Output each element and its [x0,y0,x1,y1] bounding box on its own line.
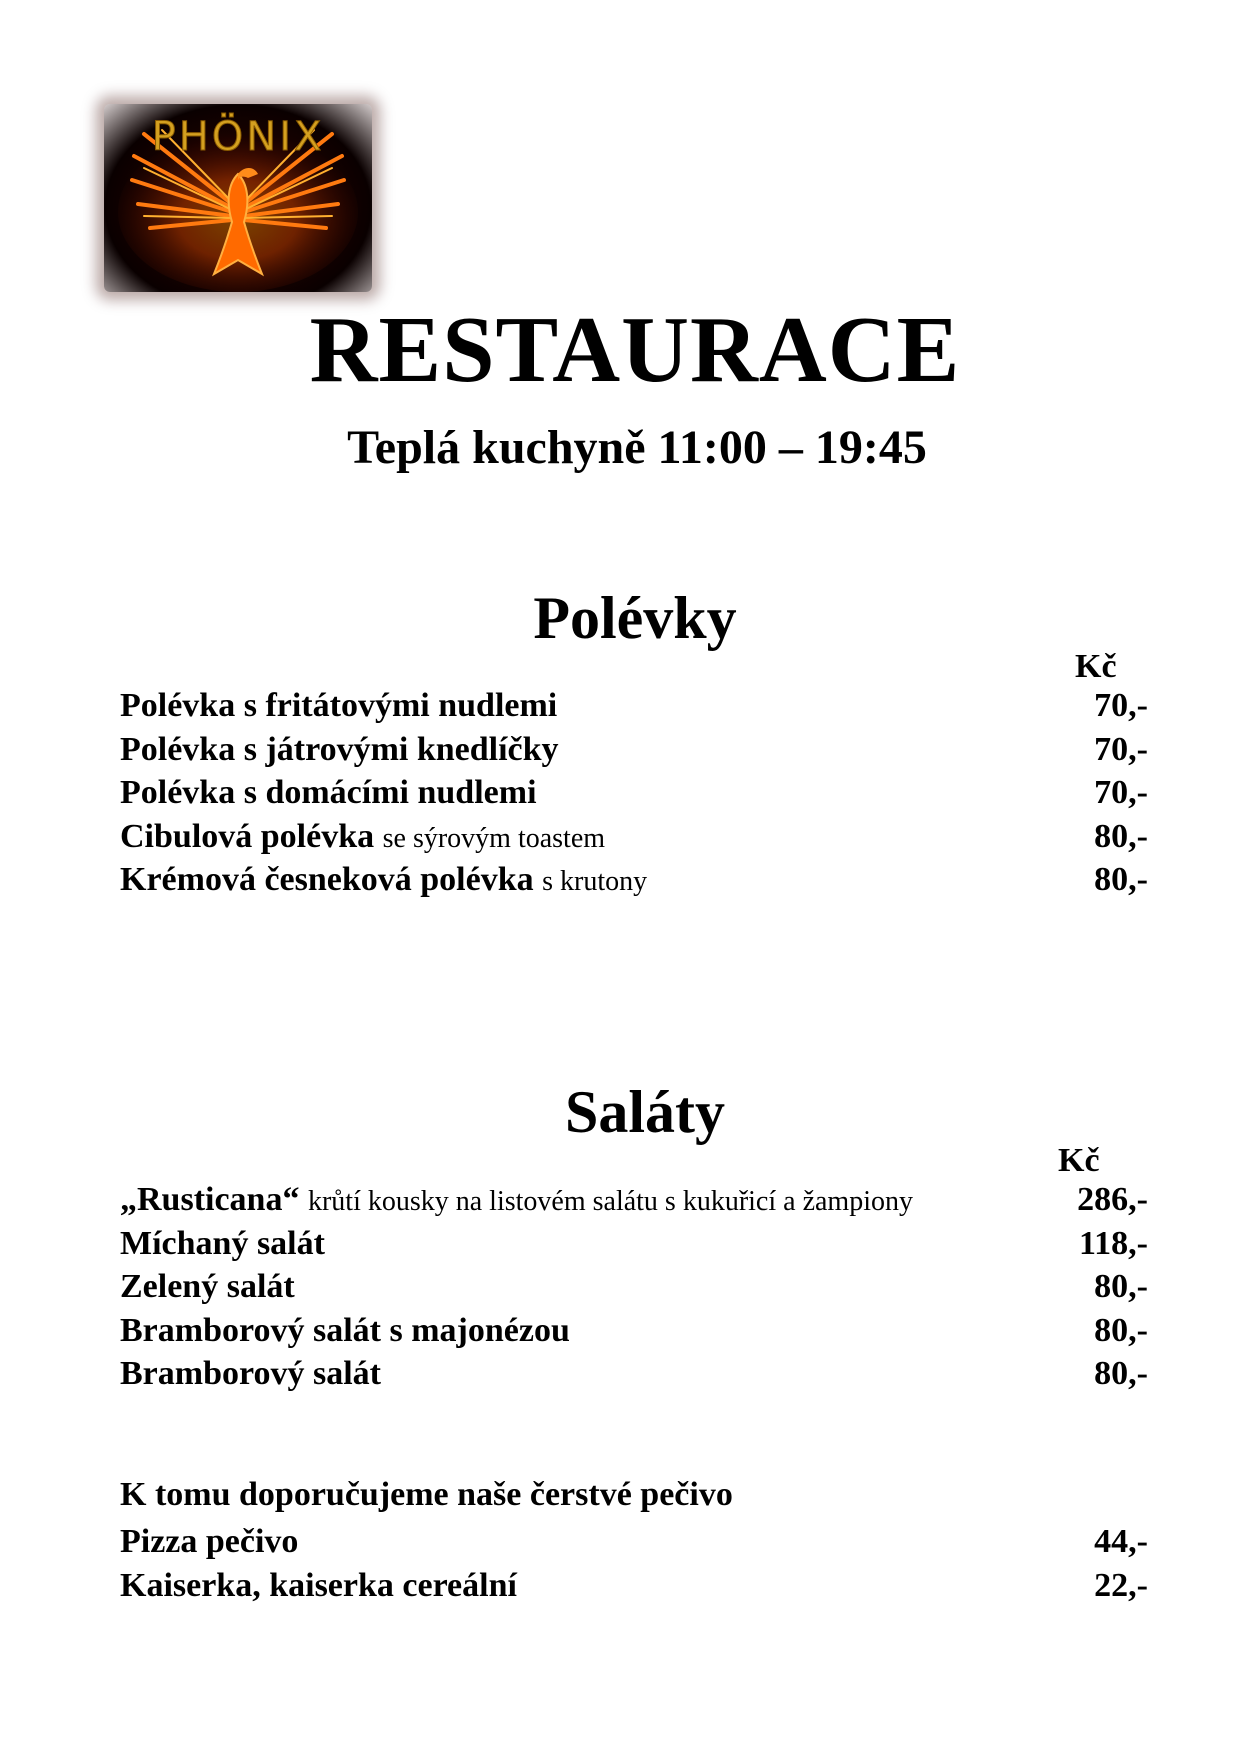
menu-item [120,684,1148,728]
restaurant-logo [104,104,372,292]
menu-item-price: 22,- [1094,1566,1148,1604]
menu-item [120,1309,1148,1353]
kitchen-hours: Teplá kuchyně 11:00 – 19:45 [347,421,927,474]
menu-item-price: 118,- [1079,1224,1148,1262]
menu-item-name: Cibulová polévka [120,817,375,855]
menu-item-name: Zelený salát [120,1268,295,1305]
menu-item [120,1178,1148,1222]
menu-item [120,1352,1148,1396]
soups-list [120,684,1148,902]
menu-item-name: Polévka s játrovými knedlíčky [120,730,559,768]
menu-item-price: 44,- [1094,1523,1148,1560]
menu-item [120,858,1148,902]
logo-text: PHÖNIX [151,114,325,160]
menu-item-name: Kaiserka, kaiserka cereální [120,1566,517,1604]
bakery-recommendation: K tomu doporučujeme naše čerstvé pečivo [120,1476,733,1513]
menu-item-price: 80,- [1094,1268,1148,1305]
soups-currency-label: Kč [1075,648,1117,685]
bakery-list [120,1520,1148,1607]
menu-item [120,728,1148,772]
salads-list [120,1178,1148,1396]
menu-item [120,1520,1148,1564]
menu-item-price: 80,- [1094,817,1148,855]
menu-item-name: Krémová česneková polévka [120,861,534,898]
menu-item-description: krůtí kousky na listovém salátu s kukuřicí a žampiony [307,1186,913,1217]
salads-currency-label: Kč [1058,1142,1100,1179]
menu-item-price: 286,- [1077,1181,1148,1218]
menu-item [120,1564,1148,1608]
menu-item-description: se sýrovým toastem [382,822,606,854]
menu-item-price: 80,- [1094,1311,1148,1349]
menu-item [120,1222,1148,1266]
menu-item-name: Míchaný salát [120,1224,325,1262]
menu-item-description: s krutony [542,866,648,897]
menu-item [120,1265,1148,1309]
menu-item-name: „Rusticana“ [120,1181,300,1218]
menu-item [120,815,1148,859]
menu-item-price: 80,- [1094,1355,1148,1392]
soups-heading: Polévky [533,585,737,651]
page-title: RESTAURACE [309,298,961,402]
menu-item-name: Pizza pečivo [120,1523,299,1560]
menu-item [120,771,1148,815]
menu-item-price: 70,- [1094,730,1148,768]
menu-item-price: 70,- [1094,774,1148,811]
menu-item-name: Bramborový salát s majonézou [120,1311,570,1349]
menu-item-price: 70,- [1094,687,1148,724]
menu-item-name: Bramborový salát [120,1355,381,1392]
menu-item-price: 80,- [1094,861,1148,898]
menu-item-name: Polévka s fritátovými nudlemi [120,687,558,724]
menu-item-name: Polévka s domácími nudlemi [120,774,537,811]
salads-heading: Saláty [564,1079,726,1145]
